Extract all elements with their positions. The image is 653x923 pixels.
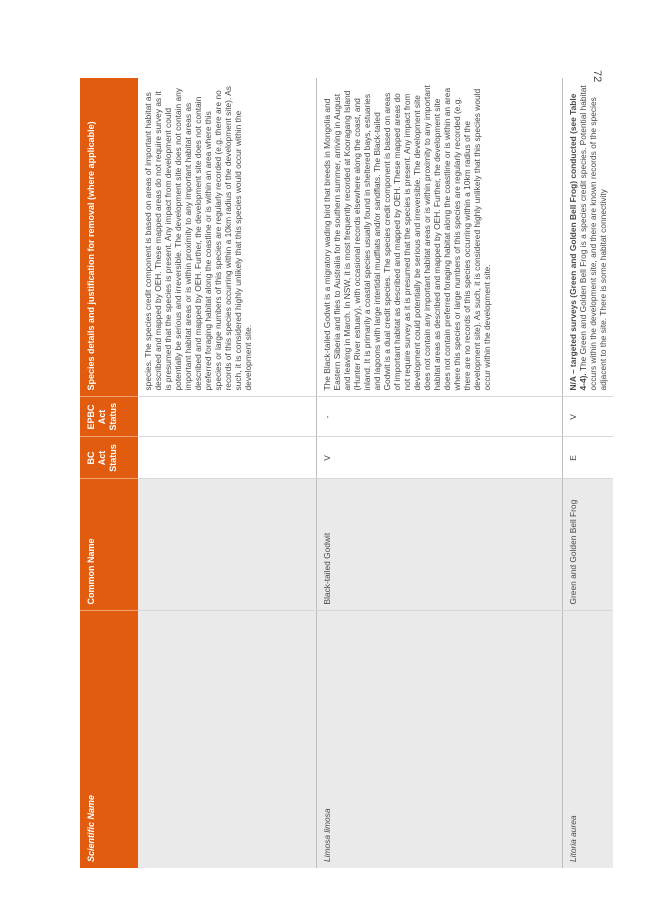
cell-details — [138, 78, 316, 397]
cell-common-name — [138, 479, 316, 611]
header-details: Species details and justification for removal (where applicable) — [80, 78, 138, 397]
details-text: species. The species credit component is based on areas of important habitat as described and mapped by OEH. These mapped areas do not require survey as it is presumed that the species is present. Any impact from development could potentially be serious and irreversible. The development site does not contain any important habitat areas or is within proximity to any important habitat areas as described and mapped by OEH. Further, the development site does not contain preferred foraging habitat along the coastline or is within an area where this species or large numbers of this species are regularly recorded (e.g. there are no records of this species occurring within a 10km radius of the development site). As such, it is considered highly unlikely that this species would occur within the development site. — [143, 86, 253, 391]
table-row — [138, 78, 316, 868]
cell-epbc-act-status: V — [562, 397, 613, 437]
cell-scientific-name — [138, 611, 316, 868]
cell-common-name: Green and Golden Bell Frog — [562, 479, 613, 611]
cell-bc-act-status: E — [562, 437, 613, 479]
details-text: The Black-tailed Godwit is a migratory wading bird that breeds in Mongolia and Eastern Siberia and flies to Australia for the southern summer, arriving in August and leaving in March. In NSW, it is most frequently recorded at Kooragang Island (Hunter River estuary), with occasional records elsewhere along the coast, and inland. It is primarily a coastal species usually found in sheltered bays, estuaries and lagoons with large intertidal mudflats and/or sandflats. The Black-tailed Godwit is a dual credit species. The species credit component is based on areas of important habitat as described and mapped by OEH. These mapped areas do not require survey as it is presumed that the species is present. Any impact from development could potentially be serious and irreversible. The development site does not contain any important habitat areas or is within proximity to any important habitat areas as described and mapped by OEH. Further, the development site does not contain preferred foraging habitat along the coastline or is within an area where this species or large numbers of this species are regularly recorded (e.g. there are no records of this species occurring within a 10km radius of the development site). As such, it is considered highly unlikely that this species would occur within the development site. — [321, 85, 492, 391]
cell-details — [316, 78, 562, 397]
table-header-row — [80, 78, 138, 868]
header-bc-act-status: BC Act Status — [80, 437, 138, 479]
cell-bc-act-status — [138, 437, 316, 479]
header-scientific-name: Scientific Name — [80, 611, 138, 868]
table-row — [316, 78, 562, 868]
species-table-rotated — [80, 78, 608, 868]
cell-bc-act-status: V — [316, 437, 562, 479]
cell-epbc-act-status — [138, 397, 316, 437]
cell-common-name: Black-tailed Godwit — [316, 479, 562, 611]
details-text: The Green and Golden Bell Frog is a species credit species. Potential habitat occurs within the development site, and there are known records of the species adjacent to the site. There is some habitat connectivity — [577, 85, 608, 391]
details-bold: N/A – targeted surveys (Green and Golden Bell Frog) conducted (see Table 4-4). — [567, 93, 588, 391]
cell-epbc-act-status: - — [316, 397, 562, 437]
table-row — [562, 78, 613, 868]
species-table — [80, 78, 613, 868]
header-epbc-act-status: EPBC Act Status — [80, 397, 138, 437]
page-number: 72 — [591, 70, 603, 83]
cell-scientific-name: Litoria aurea — [562, 611, 613, 868]
header-common-name: Common Name — [80, 479, 138, 611]
cell-details — [562, 78, 613, 397]
cell-scientific-name: Limosa limosa — [316, 611, 562, 868]
